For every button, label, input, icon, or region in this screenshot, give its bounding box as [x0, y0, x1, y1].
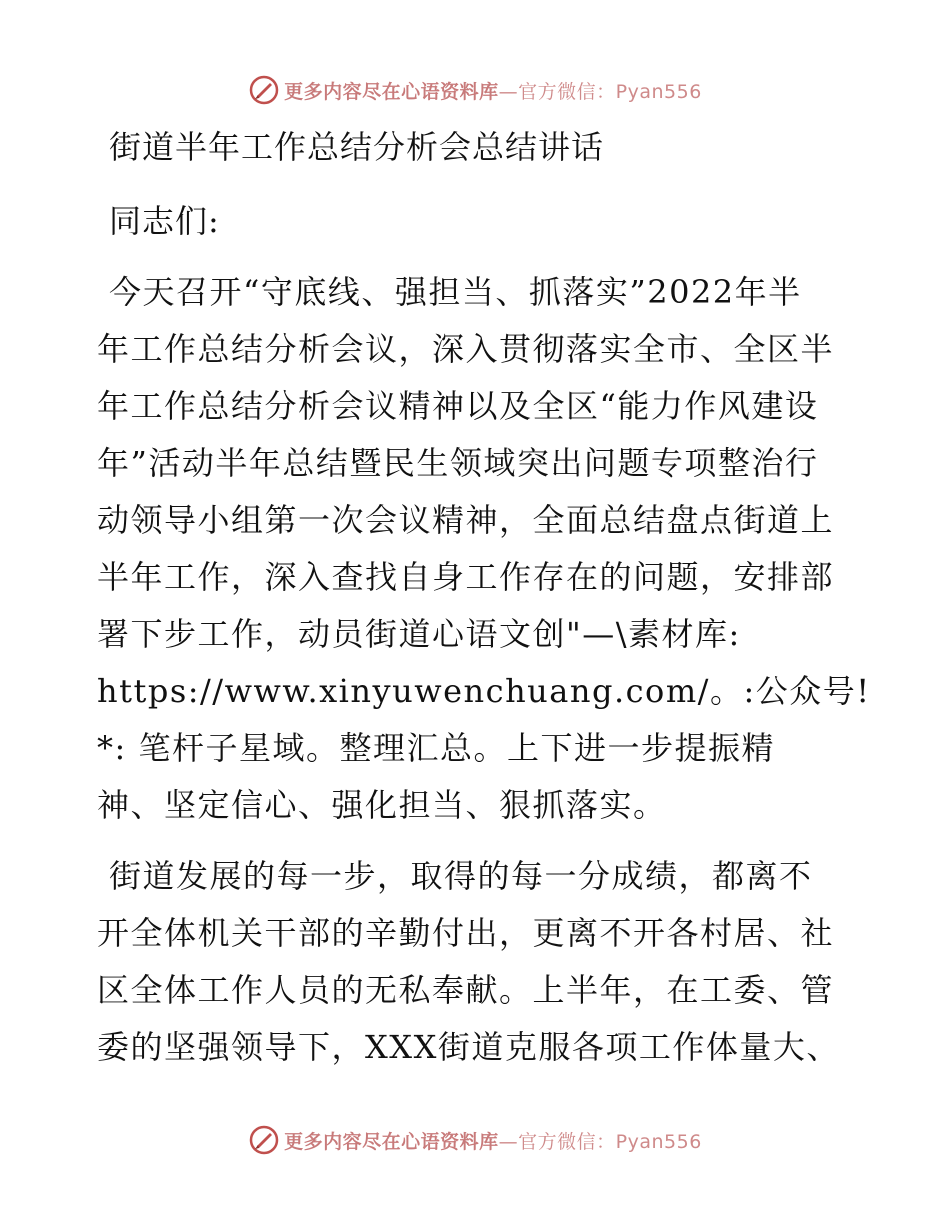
quill-logo-icon [248, 74, 280, 106]
paragraph-line: 今天召开“守底线、强担当、抓落实”2022年半 [109, 273, 802, 311]
paragraph-line: 年工作总结分析会议，深入贯彻落实全市、全区半 [97, 330, 835, 368]
paragraph-1 [97, 264, 871, 834]
quill-logo-icon [248, 1124, 280, 1156]
paragraph-line: 神、坚定信心、强化担当、狠抓落实。 [97, 786, 667, 824]
paragraph-line: 区全体工作人员的无私奉献。上半年，在工委、管 [97, 971, 835, 1009]
watermark-banner-top [0, 70, 950, 110]
document-body [97, 124, 871, 1076]
paragraph-line: 年”活动半年总结暨民生领域突出问题专项整治行 [97, 444, 819, 482]
watermark-text: 更多内容尽在心语资料库—官方微信：Pyan556 [284, 1130, 702, 1153]
paragraph-line: 开全体机关干部的辛勤付出，更离不开各村居、社 [97, 914, 835, 952]
paragraph-line: 半年工作，深入查找自身工作存在的问题，安排部 [97, 558, 835, 596]
paragraph-line: 动领导小组第一次会议精神，全面总结盘点街道上 [97, 501, 835, 539]
paragraph-line: *: 笔杆子星域。整理汇总。上下进一步提振精 [97, 729, 775, 767]
document-title: 街道半年工作总结分析会总结讲话 [109, 128, 605, 166]
url-line: https://www.xinyuwenchuang.com/。:公众号! [97, 672, 871, 710]
paragraph-line: 委的坚强领导下，XXX街道克服各项工作体量大、 [97, 1028, 840, 1066]
paragraph-line: 年工作总结分析会议精神以及全区“能力作风建设 [97, 387, 819, 425]
watermark-text: 更多内容尽在心语资料库—官方微信：Pyan556 [284, 80, 702, 103]
paragraph-line: 署下步工作，动员街道心语文创"—\素材库: [97, 615, 741, 653]
salutation: 同志们: [109, 202, 220, 240]
watermark-banner-bottom [0, 1120, 950, 1160]
paragraph-2 [97, 848, 857, 1076]
paragraph-line: 街道发展的每一步，取得的每一分成绩，都离不 [109, 857, 813, 895]
